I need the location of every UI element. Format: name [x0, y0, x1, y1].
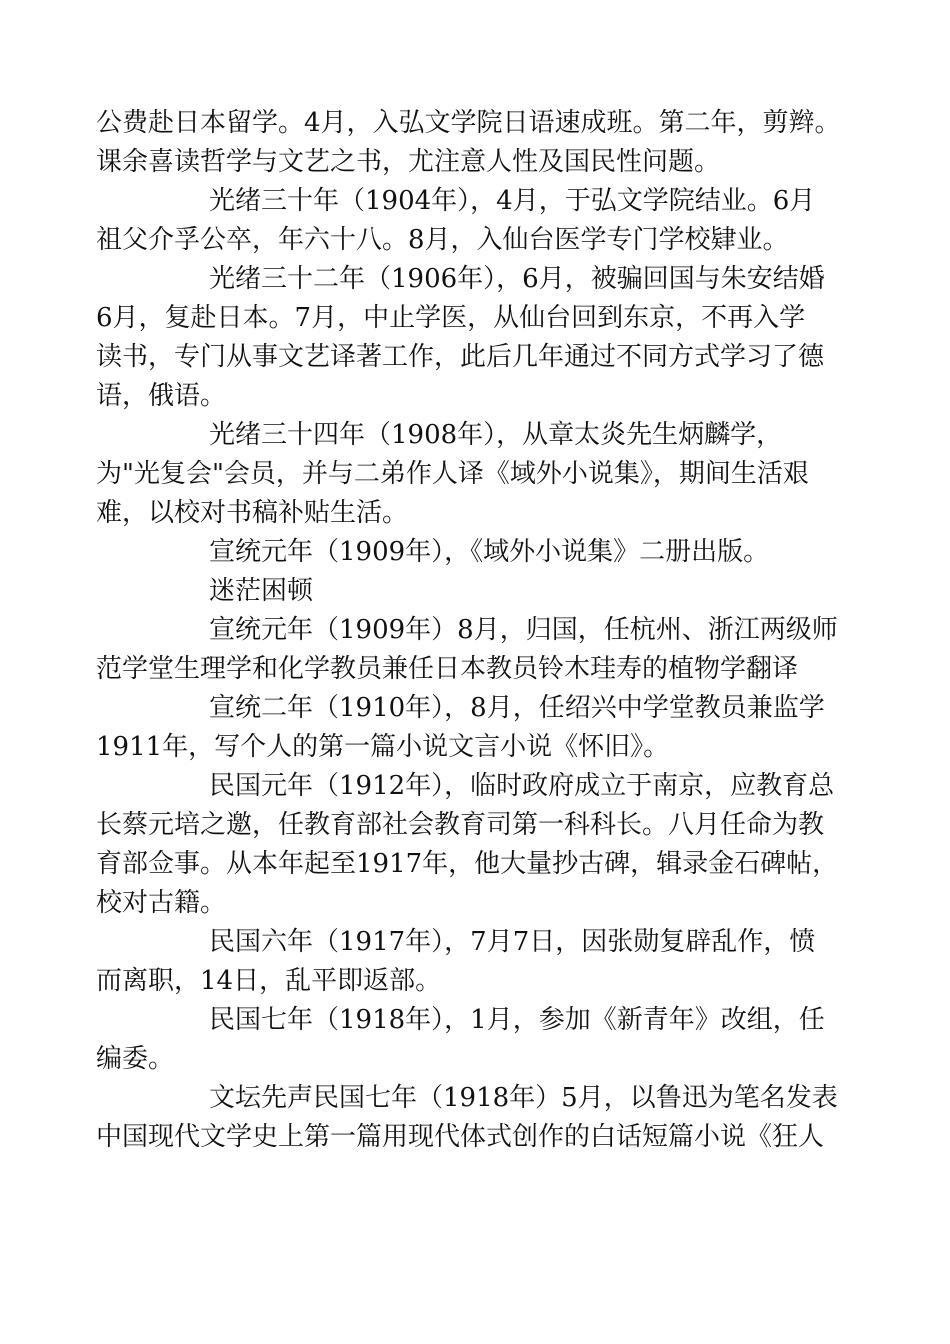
- paragraph-start-line: 宣统元年（1909年）8月，归国，任杭州、浙江两级师: [209, 615, 838, 645]
- paragraph-start-line: 光绪三十四年（1908年），从章太炎先生炳麟学，: [209, 420, 783, 450]
- paragraph-start-line: 民国六年（1917年），7月7日，因张勋复辟乱作，愤: [209, 927, 816, 957]
- text-line: 祖父介孚公卒，年六十八。8月，入仙台医学专门学校肄业。: [96, 225, 789, 255]
- section-heading: 迷茫困顿: [209, 576, 314, 606]
- text-line: 范学堂生理学和化学教员兼任日本教员铃木珪寿的植物学翻译: [96, 654, 799, 684]
- text-line: 长蔡元培之邀，任教育部社会教育司第一科科长。八月任命为教: [96, 810, 825, 840]
- text-line: 编委。: [96, 1044, 175, 1074]
- text-line: 公费赴日本留学。4月，入弘文学院日语速成班。第二年，剪辫。: [96, 108, 841, 138]
- paragraph-start-line: 光绪三十年（1904年），4月，于弘文学院结业。6月: [209, 186, 816, 216]
- paragraph-start-line: 民国元年（1912年），临时政府成立于南京，应教育总: [209, 771, 835, 801]
- text-line: 中国现代文学史上第一篇用现代体式创作的白话短篇小说《狂人: [96, 1122, 825, 1152]
- text-line: 1911年，写个人的第一篇小说文言小说《怀旧》。: [96, 732, 670, 762]
- paragraph-start-line: 宣统元年（1909年），《域外小说集》二册出版。: [209, 537, 770, 567]
- text-line: 6月，复赴日本。7月，中止学医，从仙台回到东京，不再入学: [96, 303, 806, 333]
- text-line: 育部佥事。从本年起至1917年，他大量抄古碑，辑录金石碑帖，: [96, 849, 839, 879]
- text-line: 课余喜读哲学与文艺之书，尤注意人性及国民性问题。: [96, 147, 721, 177]
- text-line: 语，俄语。: [96, 381, 227, 411]
- text-line: 校对古籍。: [96, 888, 227, 918]
- text-line: 难，以校对书稿补贴生活。: [96, 498, 409, 528]
- text-line: 而离职，14日，乱平即返部。: [96, 966, 442, 996]
- paragraph-start-line: 文坛先声民国七年（1918年）5月，以鲁迅为笔名发表: [209, 1083, 838, 1113]
- document-body: [96, 104, 876, 1157]
- paragraph-start-line: 光绪三十二年（1906年），6月，被骗回国与朱安结婚: [209, 264, 825, 294]
- text-line: 为"光复会"会员，并与二弟作人译《域外小说集》，期间生活艰: [96, 459, 809, 489]
- paragraph-start-line: 民国七年（1918年），1月，参加《新青年》改组，任: [209, 1005, 825, 1035]
- text-line: 读书，专门从事文艺译著工作，此后几年通过不同方式学习了德: [96, 342, 825, 372]
- paragraph-start-line: 宣统二年（1910年），8月，任绍兴中学堂教员兼监学: [209, 693, 825, 723]
